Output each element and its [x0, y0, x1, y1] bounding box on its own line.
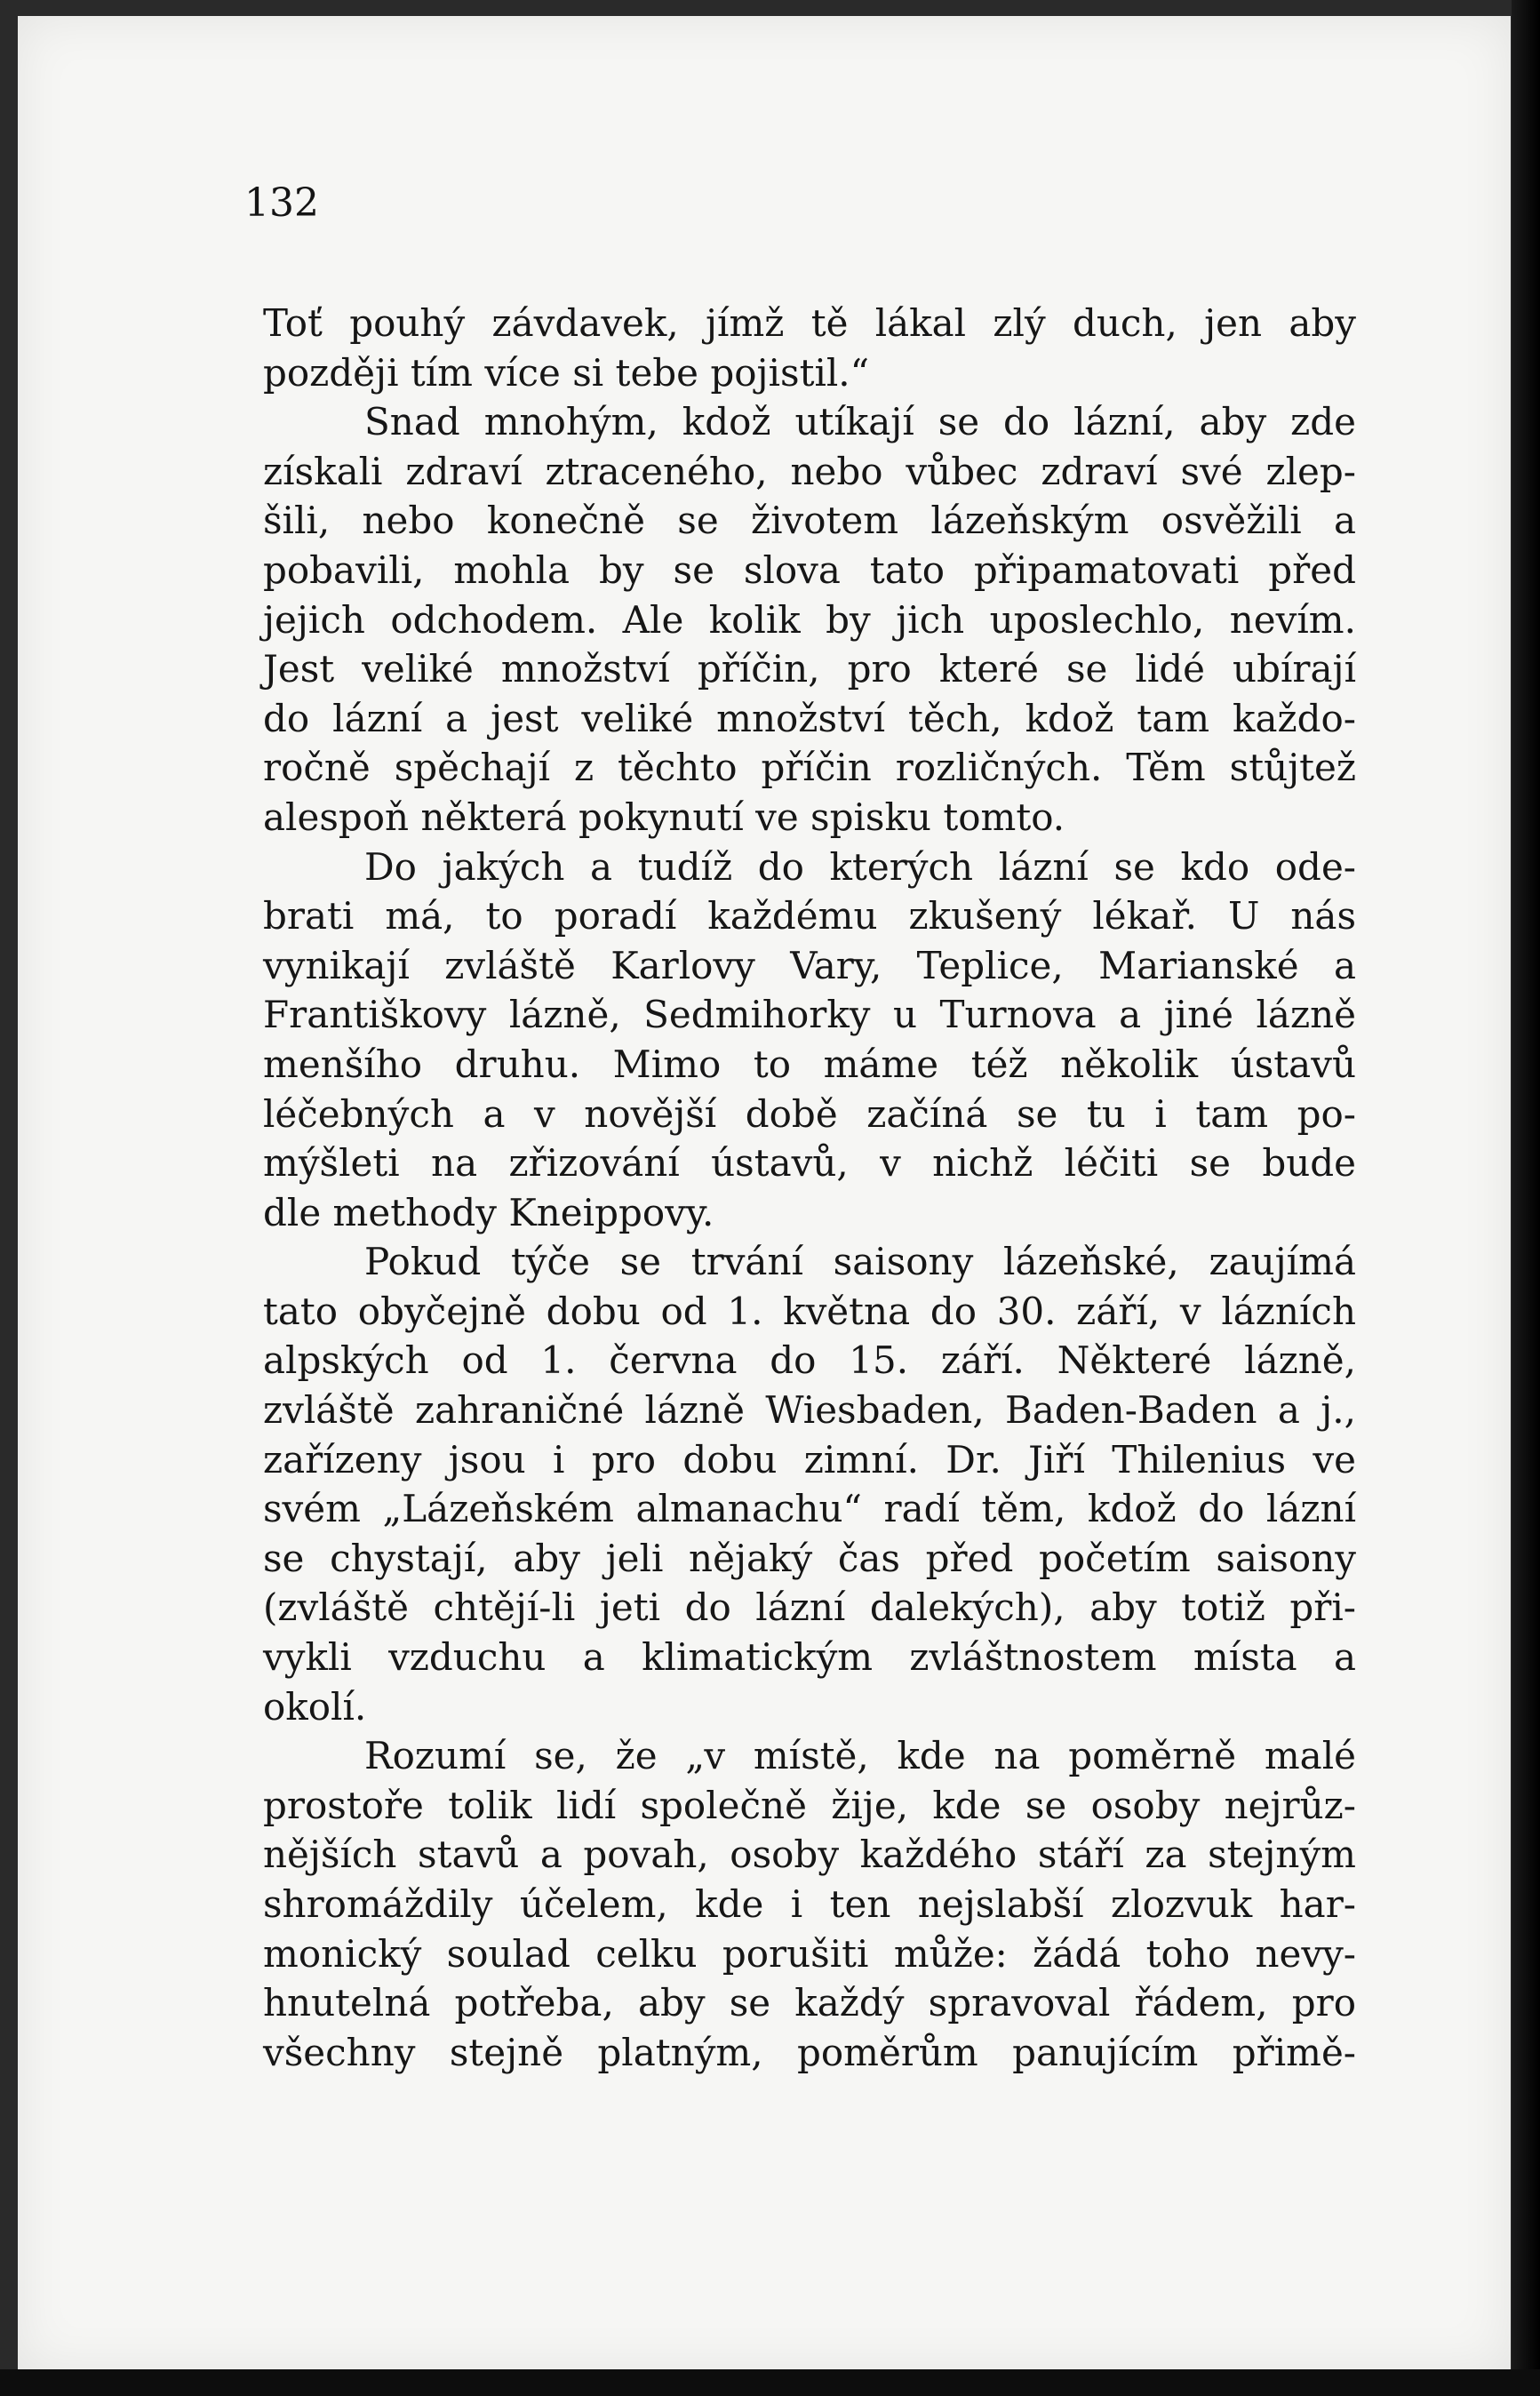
- text-line: okolí.: [263, 1684, 367, 1729]
- text-line: Pokud týče se trvání saisony lázeňské, zaujímá: [364, 1240, 1356, 1284]
- text-line: všechny stejně platným, poměrům panujícím přimě-: [263, 2030, 1356, 2074]
- book-page: [18, 16, 1511, 2371]
- text-line: léčebných a v novější době začíná se tu i tam po-: [263, 1091, 1356, 1136]
- body-text: [263, 299, 1356, 2077]
- text-line: Františkovy lázně, Sedmihorky u Turnova a jiné lázně: [263, 993, 1356, 1037]
- text-line: Jest veliké množství příčin, pro které se lidé ubírají: [263, 647, 1356, 691]
- scan-edge-bottom: [0, 2369, 1540, 2396]
- text-line: ročně spěchají z těchto příčin rozličných. Těm stůjtež: [263, 746, 1356, 790]
- text-line: Toť pouhý závdavek, jímž tě lákal zlý duch, jen aby: [263, 301, 1356, 345]
- text-line: vynikají zvláště Karlovy Vary, Teplice, Marianské a: [263, 943, 1356, 987]
- text-line: prostoře tolik lidí společně žije, kde se osoby nejrůz-: [263, 1783, 1356, 1827]
- text-line: (zvláště chtějí-li jeti do lázní dalekých), aby totiž při-: [263, 1585, 1356, 1630]
- text-line: zvláště zahraničné lázně Wiesbaden, Baden-Baden a j.,: [263, 1388, 1356, 1433]
- text-line: do lázní a jest veliké množství těch, kdož tam každo-: [263, 696, 1356, 740]
- text-line: mýšleti na zřizování ústavů, v nichž léčiti se bude: [263, 1141, 1356, 1186]
- text-line: dle methody Kneippovy.: [263, 1190, 714, 1234]
- text-line: monický soulad celku porušiti může: žádá toho nevy-: [263, 1931, 1356, 1976]
- text-line: vykli vzduchu a klimatickým zvláštnostem místa a: [263, 1635, 1356, 1680]
- text-line: nějších stavů a povah, osoby každého stáří za stejným: [263, 1833, 1356, 1877]
- text-line: Rozumí se, že „v místě, kde na poměrně malé: [364, 1734, 1356, 1778]
- text-line: získali zdraví ztraceného, nebo vůbec zdraví své zlep-: [263, 449, 1356, 493]
- text-line: brati má, to poradí každému zkušený lékař. U nás: [263, 894, 1356, 938]
- scan-edge-right: [1512, 0, 1540, 2396]
- text-line: alespoň některá pokynutí ve spisku tomto.: [263, 795, 1065, 839]
- page-number: 132: [244, 180, 319, 226]
- text-line: zařízeny jsou i pro dobu zimní. Dr. Jiří Thilenius ve: [263, 1437, 1356, 1482]
- text-line: šili, nebo konečně se životem lázeňským osvěžili a: [263, 499, 1356, 543]
- text-line: alpských od 1. června do 15. září. Některé lázně,: [263, 1338, 1356, 1383]
- text-line: menšího druhu. Mimo to máme též několik ústavů: [263, 1042, 1356, 1086]
- text-line: tato obyčejně dobu od 1. května do 30. září, v lázních: [263, 1289, 1356, 1333]
- text-line: se chystají, aby jeli nějaký čas před početím saisony: [263, 1536, 1356, 1580]
- text-line: hnutelná potřeba, aby se každý spravoval řádem, pro: [263, 1981, 1356, 2025]
- text-line: později tím více si tebe pojistil.“: [263, 350, 870, 395]
- text-line: pobavili, mohla by se slova tato připamatovati před: [263, 547, 1356, 592]
- text-line: Snad mnohým, kdož utíkají se do lázní, aby zde: [364, 400, 1356, 444]
- text-line: shromáždily účelem, kde i ten nejslabší zlozvuk har-: [263, 1882, 1356, 1926]
- text-line: Do jakých a tudíž do kterých lázní se kdo ode-: [364, 844, 1356, 889]
- text-line: jejich odchodem. Ale kolik by jich uposlechlo, nevím.: [263, 597, 1356, 642]
- text-line: svém „Lázeňském almanachu“ radí těm, kdož do lázní: [263, 1487, 1356, 1531]
